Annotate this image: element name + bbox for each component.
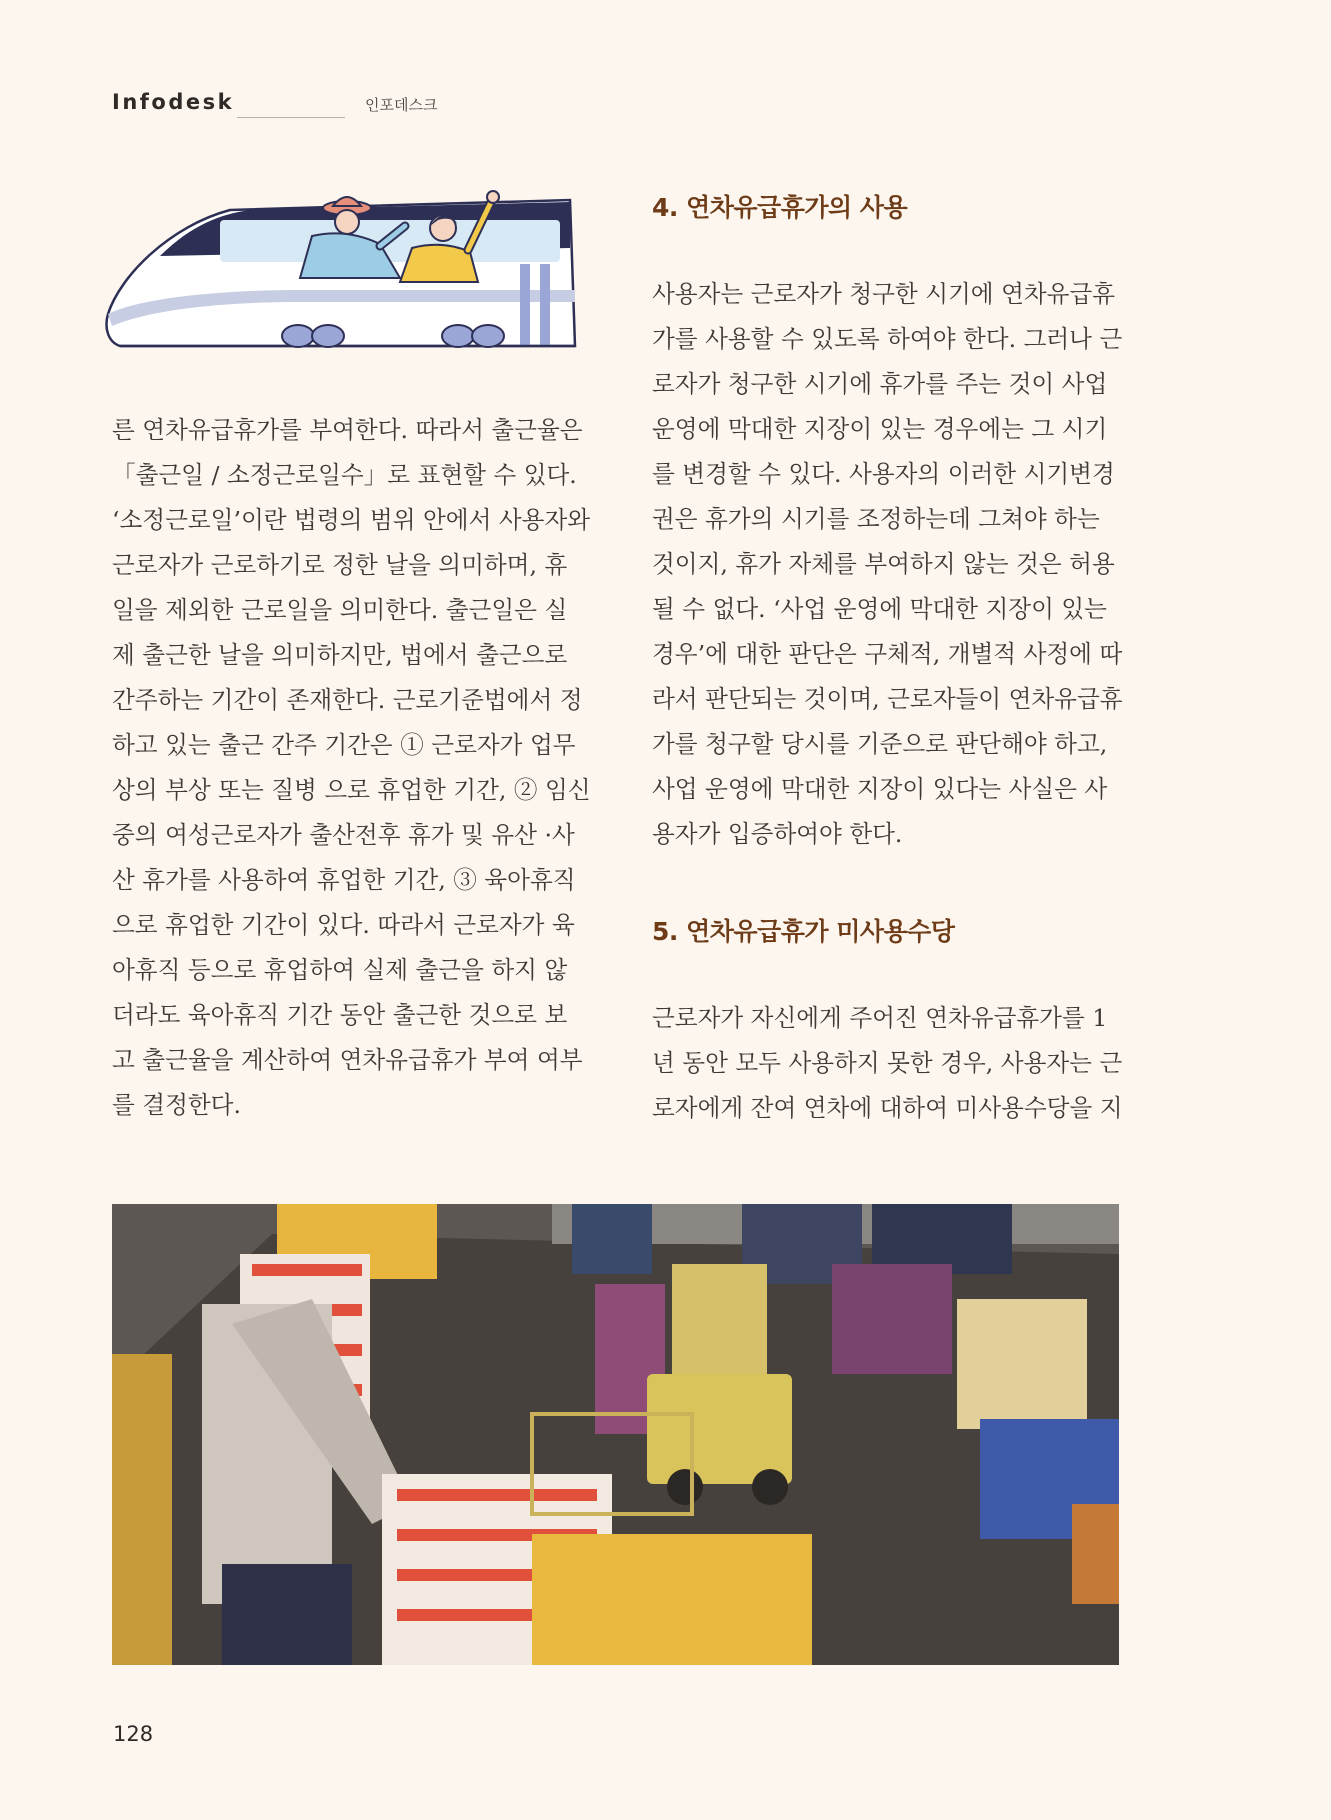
body-line: 가를 청구할 당시를 기준으로 판단해야 하고,	[652, 730, 1108, 758]
body-line: 경우’에 대한 판단은 구체적, 개별적 사정에 따	[652, 640, 1123, 668]
body-line: 「출근일 / 소정근로일수」로 표현할 수 있다.	[112, 461, 577, 489]
body-line: 것이지, 휴가 자체를 부여하지 않는 것은 허용	[652, 550, 1115, 578]
body-line: 년 동안 모두 사용하지 못한 경우, 사용자는 근	[652, 1049, 1123, 1077]
header-rule	[237, 117, 345, 118]
body-line: 일을 제외한 근로일을 의미한다. 출근일은 실	[112, 596, 568, 624]
body-line: 될 수 없다. ‘사업 운영에 막대한 지장이 있는	[652, 595, 1107, 623]
body-line: 를 변경할 수 있다. 사용자의 이러한 시기변경	[652, 460, 1115, 488]
body-line: 으로 휴업한 기간이 있다. 따라서 근로자가 육	[112, 911, 575, 939]
body-line: 근로자가 근로하기로 정한 날을 의미하며, 휴	[112, 551, 568, 579]
body-line: 중의 여성근로자가 출산전후 휴가 및 유산 ·사	[112, 821, 575, 849]
body-line: 를 결정한다.	[112, 1091, 241, 1119]
body-line: 운영에 막대한 지장이 있는 경우에는 그 시기	[652, 415, 1108, 443]
body-line: 하고 있는 출근 간주 기간은 ① 근로자가 업무	[112, 731, 576, 759]
body-line: 사용자는 근로자가 청구한 시기에 연차유급휴	[652, 280, 1116, 308]
body-line: 고 출근율을 계산하여 연차유급휴가 부여 여부	[112, 1046, 583, 1074]
body-line: 로자에게 잔여 연차에 대하여 미사용수당을 지	[652, 1094, 1123, 1122]
body-line: 더라도 육아휴직 기간 동안 출근한 것으로 보	[112, 1001, 568, 1029]
left-body-text	[112, 408, 590, 1128]
body-line: 아휴직 등으로 휴업하여 실제 출근을 하지 않	[112, 956, 568, 984]
body-line: 간주하는 기간이 존재한다. 근로기준법에서 정	[112, 686, 583, 714]
train-illustration	[100, 186, 580, 358]
body-line: 제 출근한 날을 의미하지만, 법에서 출근으로	[112, 641, 568, 669]
page-number: 128	[113, 1722, 154, 1746]
body-line: 라서 판단되는 것이며, 근로자들이 연차유급휴	[652, 685, 1123, 713]
section-4-heading: 4. 연차유급휴가의 사용	[652, 193, 908, 222]
body-line: 산 휴가를 사용하여 휴업한 기간, ③ 육아휴직	[112, 866, 576, 894]
body-line: 로자가 청구한 시기에 휴가를 주는 것이 사업	[652, 370, 1108, 398]
section-5-body	[652, 996, 1122, 1131]
body-line: 용자가 입증하여야 한다.	[652, 820, 903, 848]
body-line: 권은 휴가의 시기를 조정하는데 그쳐야 하는	[652, 505, 1100, 533]
brand-name: Infodesk	[112, 90, 235, 114]
body-line: 상의 부상 또는 질병 으로 휴업한 기간, ② 임신	[112, 776, 591, 804]
body-line: 사업 운영에 막대한 지장이 있다는 사실은 사	[652, 775, 1108, 803]
body-line: 가를 사용할 수 있도록 하여야 한다. 그러나 근	[652, 325, 1123, 353]
body-line: ‘소정근로일’이란 법령의 범위 안에서 사용자와	[112, 506, 591, 534]
page-header	[112, 90, 512, 120]
section-4-body	[652, 272, 1122, 857]
body-line: 근로자가 자신에게 주어진 연차유급휴가를 1	[652, 1004, 1108, 1032]
section-5-heading: 5. 연차유급휴가 미사용수당	[652, 917, 955, 946]
body-line: 른 연차유급휴가를 부여한다. 따라서 출근율은	[112, 416, 583, 444]
warehouse-photo	[112, 1204, 1119, 1665]
section-label: 인포데스크	[365, 96, 438, 114]
